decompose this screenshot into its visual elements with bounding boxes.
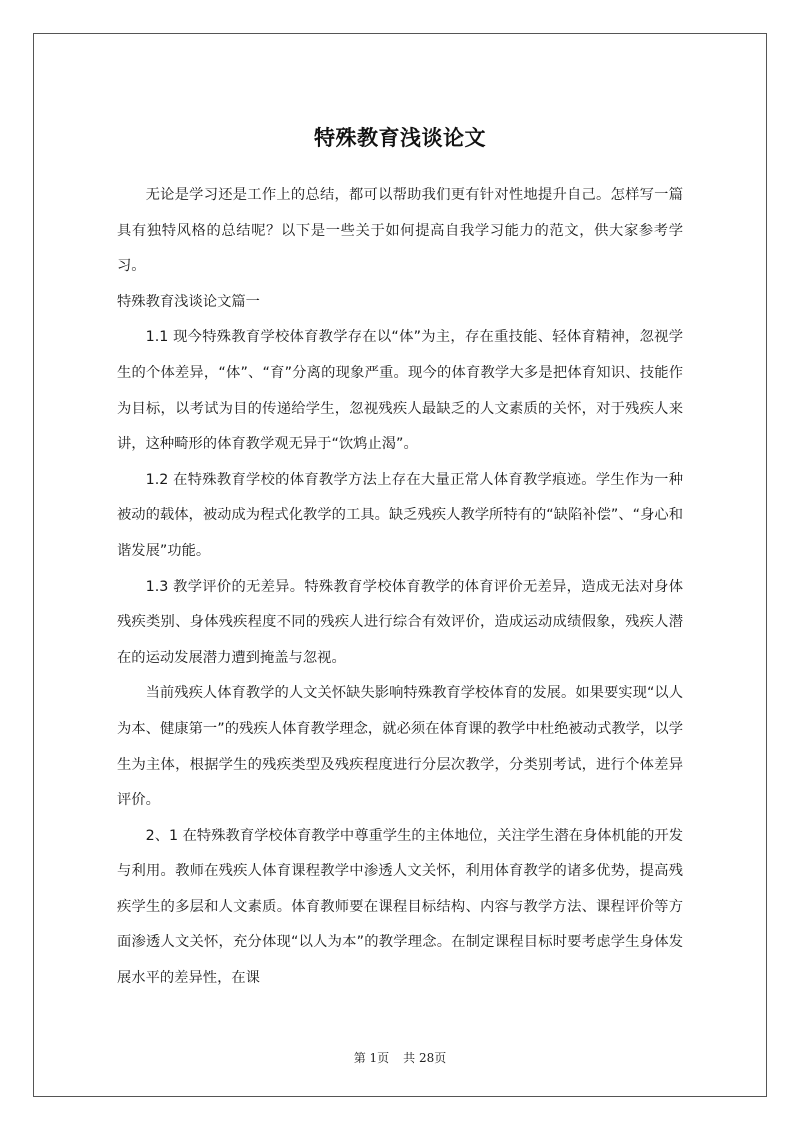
paragraph-intro: 无论是学习还是工作上的总结，都可以帮助我们更有针对性地提升自己。怎样写一篇具有独特风格的总结呢？以下是一些关于如何提高自我学习能力的范文，供大家参考学习。 xyxy=(117,187,683,275)
paragraph-1-3: 1.3 教学评价的无差异。特殊教育学校体育教学的体育评价无差异，造成无法对身体残疾类别、身体残疾程度不同的残疾人进行综合有效评价，造成运动成绩假象，残疾人潜在的运动发展潜力遭到掩盖与忽视。 xyxy=(117,578,683,666)
page-number: 第 1页 xyxy=(353,1051,390,1065)
document-title: 特殊教育浅谈论文 xyxy=(314,126,486,150)
paragraph-1-2: 1.2 在特殊教育学校的体育教学方法上存在大量正常人体育教学痕迹。学生作为一种被动的载体，被动成为程式化教学的工具。缺乏残疾人教学所特有的“缺陷补偿”、“身心和谐发展”功能。 xyxy=(117,471,683,559)
document-body xyxy=(117,178,683,997)
page-total: 共 28页 xyxy=(403,1051,447,1065)
paragraph-2-1: 2、1 在特殊教育学校体育教学中尊重学生的主体地位，关注学生潜在身体机能的开发与利用。教师在残疾人体育课程教学中渗透人文关怀，利用体育教学的诸多优势，提高残疾学生的多层和人文素质。体育教师要在课程目标结构、内容与教学方法、课程评价等方面渗透人文关怀，充分体现“以人为本”的教学理念。在制定课程目标时要考虑学生身体发展水平的差异性，在课 xyxy=(117,827,684,987)
page-footer xyxy=(0,1049,800,1066)
section-heading: 特殊教育浅谈论文篇一 xyxy=(117,293,260,310)
paragraph-1-1: 1.1 现今特殊教育学校体育教学存在以“体”为主，存在重技能、轻体育精神，忽视学生的个体差异，“体”、“育”分离的现象严重。现今的体育教学大多是把体育知识、技能作为目标，以考试为目的传递给学生，忽视残疾人最缺乏的人文素质的关怀，对于残疾人来讲，这种畸形的体育教学观无异于“饮鸩止渴”。 xyxy=(117,329,683,453)
paragraph-humanistic-care: 当前残疾人体育教学的人文关怀缺失影响特殊教育学校体育的发展。如果要实现“以人为本、健康第一”的残疾人体育教学理念，就必须在体育课的教学中杜绝被动式教学，以学生为主体，根据学生的残疾类型及残疾程度进行分层次教学，分类别考试，进行个体差异评价。 xyxy=(117,685,683,809)
